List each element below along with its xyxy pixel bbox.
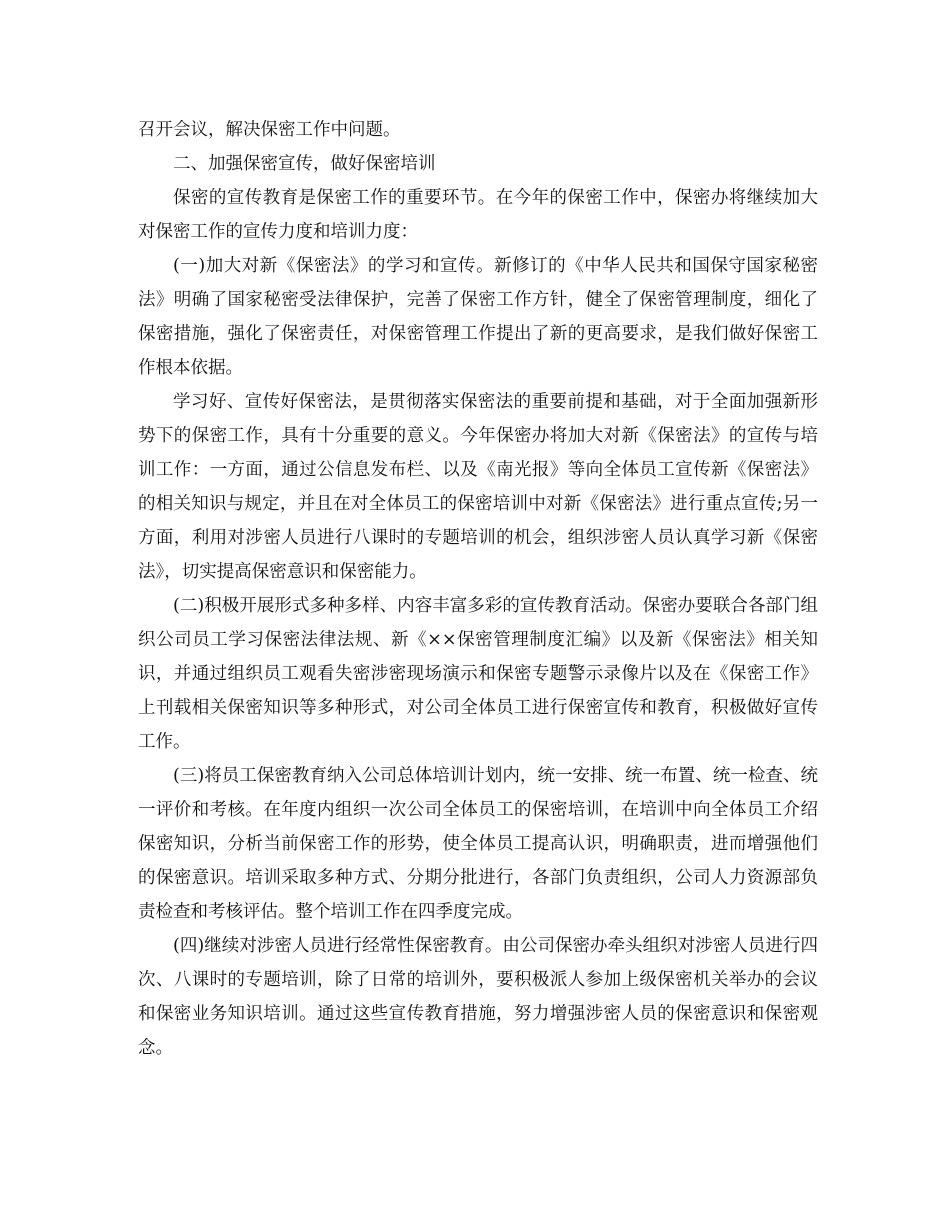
section-heading: 二、加强保密宣传，做好保密培训 [173, 154, 436, 174]
document-body [138, 113, 818, 1065]
paragraph-item-2: (二)积极开展形式多种多样、内容丰富多彩的宣传教育活动。保密办要联合各部门组织公司员工学习保密法律法规、新《××保密管理制度汇编》以及新《保密法》相关知识，并通过组织员工观看失密涉密现场演示和保密专题警示录像片以及在《保密工作》上刊载相关保密知识等多种形式，对公司全体员工进行保密宣传和教育，积极做好宣传工作。 [138, 596, 818, 752]
paragraph-1: 召开会议，解决保密工作中问题。 [138, 120, 401, 140]
paragraph-item-1-detail: 学习好、宣传好保密法，是贯彻落实保密法的重要前提和基础，对于全面加强新形势下的保密工作，具有十分重要的意义。今年保密办将加大对新《保密法》的宣传与培训工作：一方面，通过公信息发布栏、以及《南光报》等向全体员工宣传新《保密法》的相关知识与规定，并且在对全体员工的保密培训中对新《保密法》进行重点宣传;另一方面，利用对涉密人员进行八课时的专题培训的机会，组织涉密人员认真学习新《保密法》，切实提高保密意识和保密能力。 [138, 392, 818, 582]
paragraph-intro: 保密的宣传教育是保密工作的重要环节。在今年的保密工作中，保密办将继续加大对保密工作的宣传力度和培训力度： [138, 188, 818, 242]
paragraph-item-1: (一)加大对新《保密法》的学习和宣传。新修订的《中华人民共和国保守国家秘密法》明确了国家秘密受法律保护，完善了保密工作方针，健全了保密管理制度，细化了保密措施，强化了保密责任，对保密管理工作提出了新的更高要求，是我们做好保密工作根本依据。 [138, 256, 818, 378]
paragraph-item-3: (三)将员工保密教育纳入公司总体培训计划内，统一安排、统一布置、统一检查、统一评价和考核。在年度内组织一次公司全体员工的保密培训，在培训中向全体员工介绍保密知识，分析当前保密工作的形势，使全体员工提高认识，明确职责，进而增强他们的保密意识。培训采取多种方式、分期分批进行，各部门负责组织，公司人力资源部负责检查和考核评估。整个培训工作在四季度完成。 [138, 766, 818, 922]
paragraph-item-4: (四)继续对涉密人员进行经常性保密教育。由公司保密办牵头组织对涉密人员进行四次、八课时的专题培训，除了日常的培训外，要积极派人参加上级保密机关举办的会议和保密业务知识培训。通过这些宣传教育措施，努力增强涉密人员的保密意识和保密观念。 [138, 936, 818, 1058]
